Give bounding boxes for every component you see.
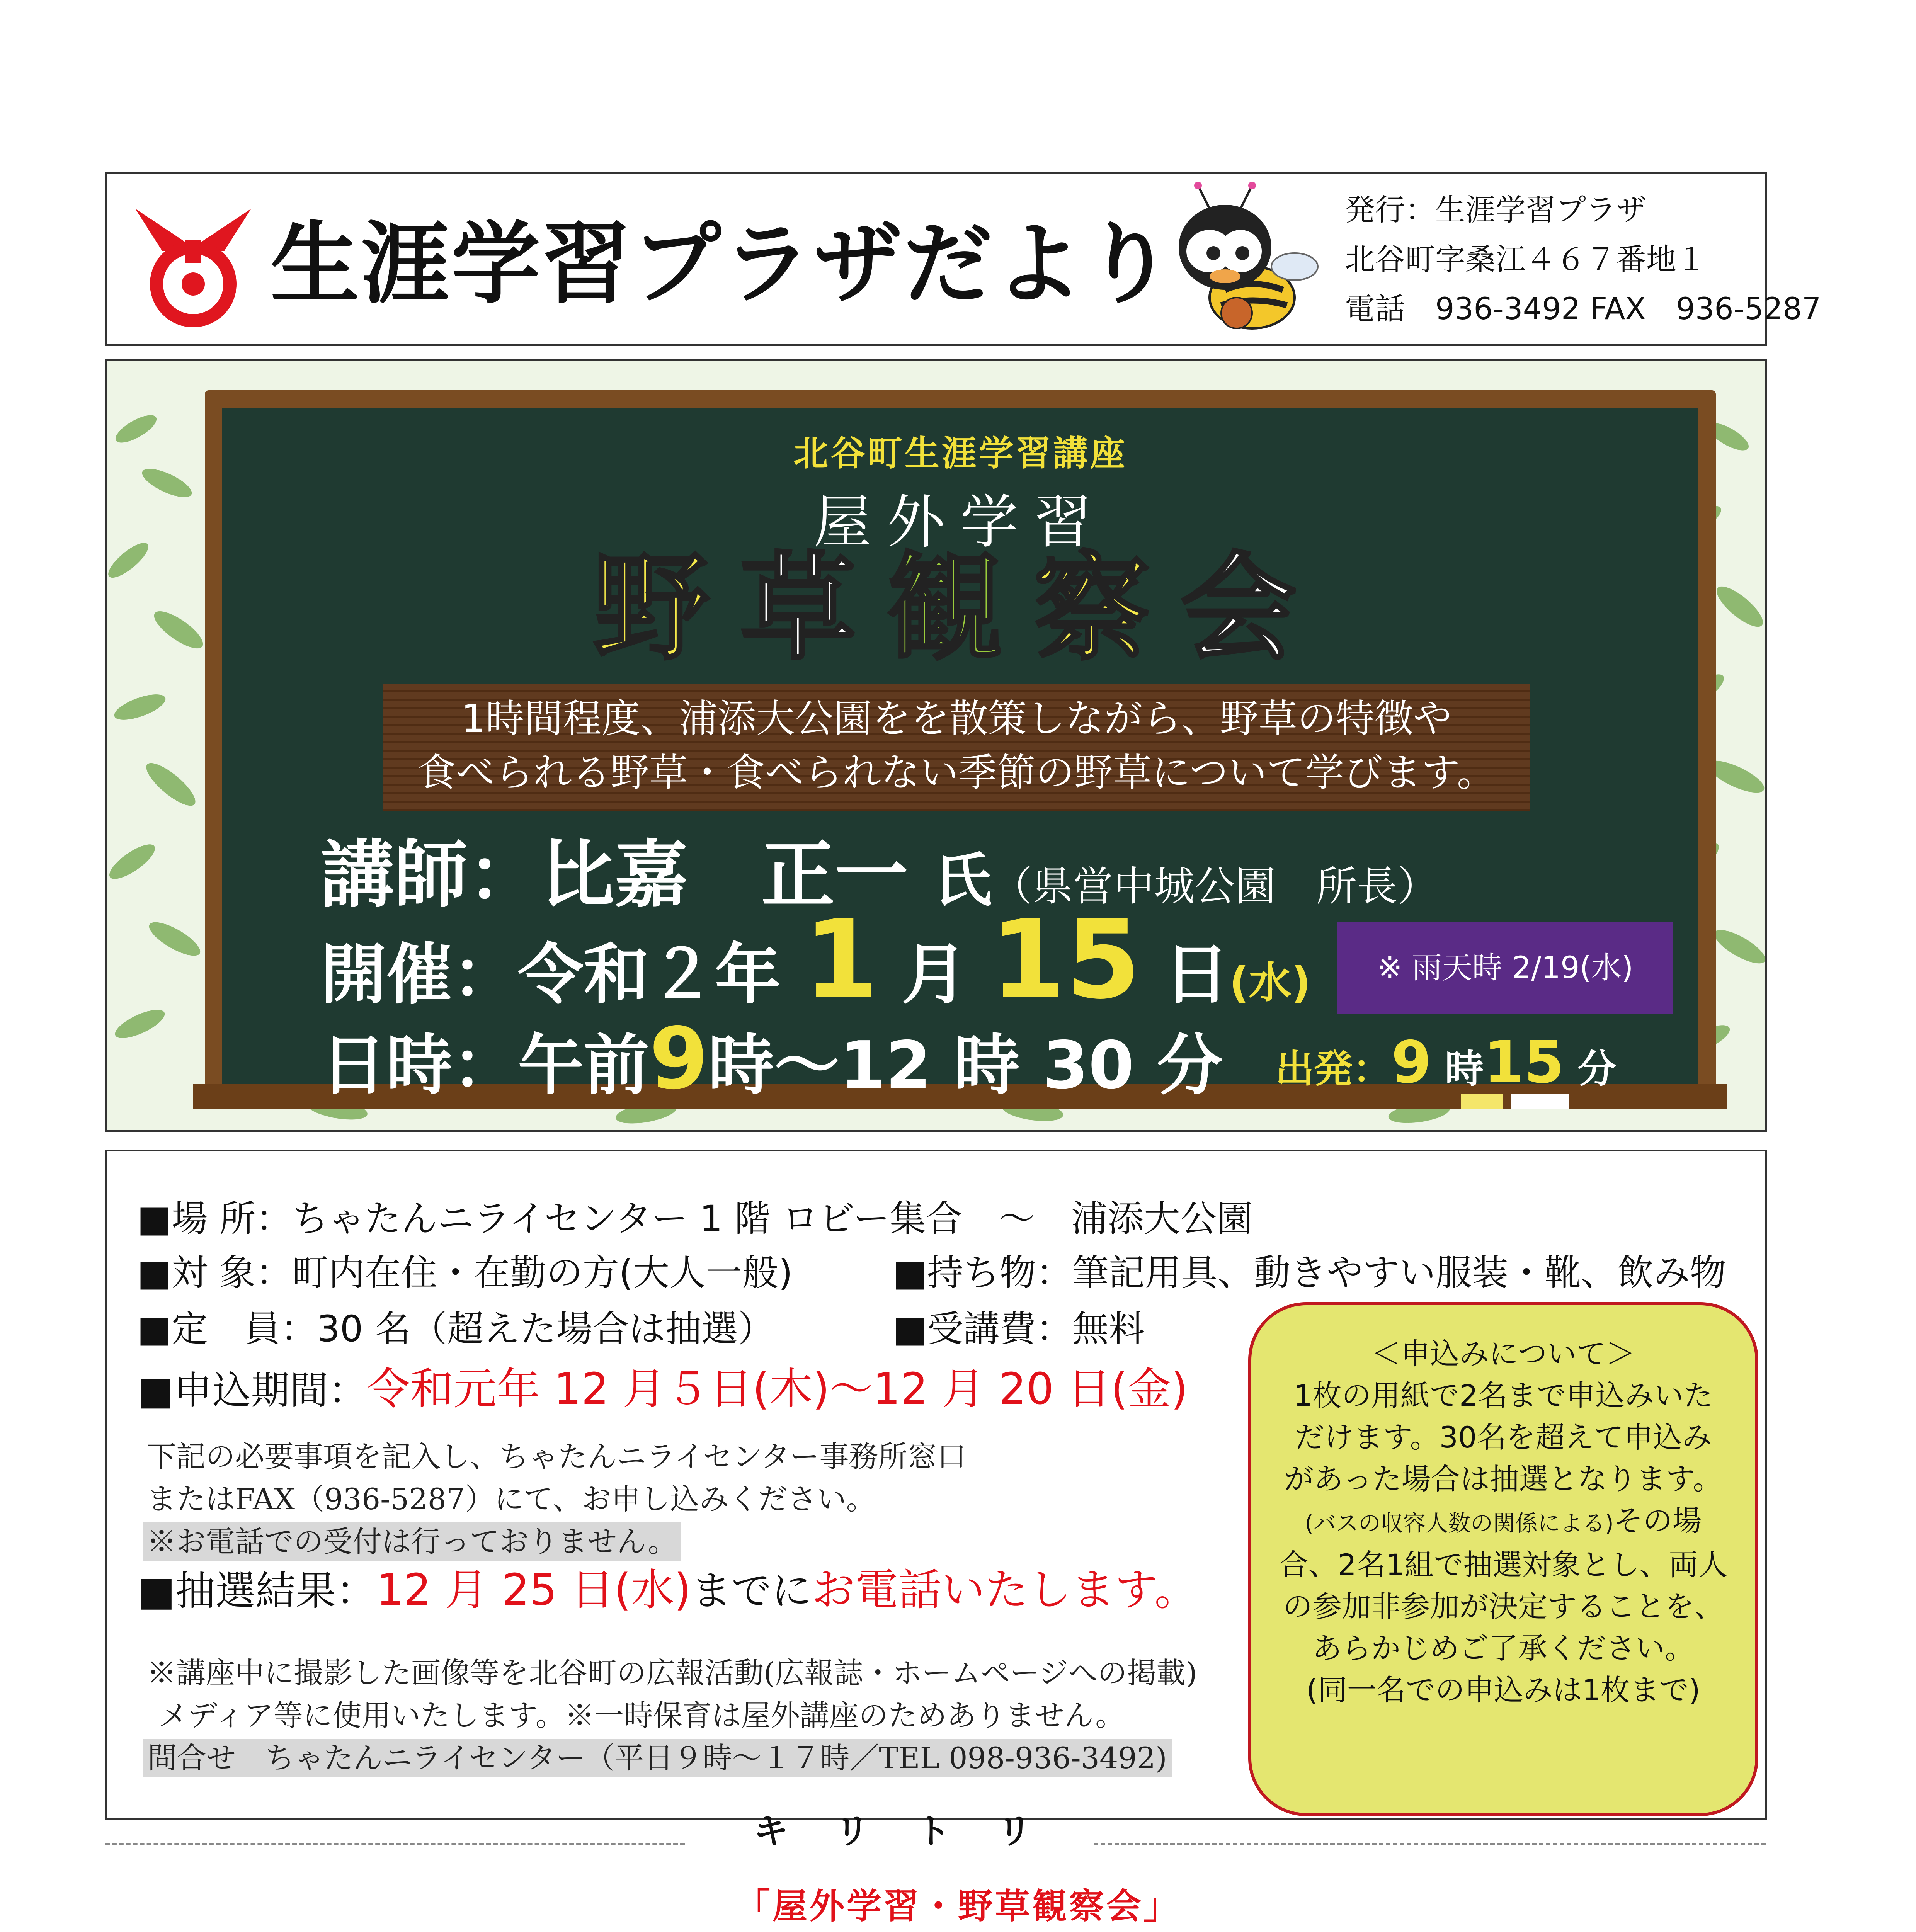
event-title-char: 会 [1181,541,1327,676]
notes-line: の参加非参加が決定することを、 [1283,1589,1724,1624]
date-day-unit: 日 [1164,937,1230,1013]
lecturer-title: （県営中城公園 所長） [992,863,1438,910]
lecturer-label: 講師： [321,832,541,918]
event-title-char: 観 [887,541,1034,676]
bee-mascot-illustration [1167,182,1326,336]
departure-min-unit: 分 [1577,1046,1617,1092]
course-series: 北谷町生涯学習講座 [793,433,1127,474]
fee-info: ■受講費：無料 [893,1308,1145,1350]
target-info: ■対 象：町内在住・在勤の方(大人一般) [137,1252,793,1294]
event-title [222,541,1698,676]
time-prefix: 午前 [518,1027,650,1104]
notes-line: 合、2名1組で抽選対象とし、両人 [1279,1548,1728,1582]
instruction-line: またはFAX（936-5287）にて、お申し込みください。 [147,1482,876,1516]
publisher-phone: 電話 936-3492 FAX 936-5287 [1345,292,1821,327]
capacity-info: ■定 員：30 名（超えた場合は抽選） [137,1308,774,1350]
departure-hour: 9 [1391,1029,1432,1096]
date-row [321,897,1311,1027]
date-month-unit: 月 [902,937,968,1013]
date-day: 15 [990,897,1141,1023]
event-title-char: 野 [593,541,740,676]
date-era: 令和２年 [518,937,781,1013]
lottery-end: お電話いたします。 [812,1565,1198,1615]
period-label: ■申込期間： [137,1368,367,1413]
notes-line: (同一名での申込みは1枚まで) [1306,1673,1700,1707]
lecturer-name: 比嘉 正一 [541,832,909,918]
publisher-name: 発行：生涯学習プラザ [1345,193,1647,228]
departure-label: 出発： [1275,1046,1391,1092]
cut-here-label: キリトリ [754,1811,1078,1852]
contact-info: 問合せ ちゃたんニライセンター（平日９時～１７時／TEL 098-936-3492) [143,1739,1172,1777]
time-start: 9 [649,1009,709,1108]
departure-min: 15 [1484,1029,1564,1096]
rain-date-badge: ※ 雨天時 2/19(水) [1337,922,1673,1014]
notes-line [1260,1500,1747,1544]
cut-line [1094,1843,1766,1845]
publisher-address: 北谷町字桑江４６７番地１ [1345,242,1707,277]
time-label: 日時： [321,1027,518,1104]
notes-rest: その場 [1613,1503,1702,1538]
instruction-line: 下記の必要事項を記入し、ちゃたんニライセンター事務所窓口 [147,1439,967,1474]
period-value: 令和元年 12 月５日(木)～12 月 20 日(金) [367,1364,1188,1414]
notes-line: があった場合は抽選となります。 [1284,1462,1722,1496]
event-subtitle: 屋外学習 [813,489,1107,556]
lottery-result-info [137,1561,1198,1620]
photo-usage-note: ※講座中に撮影した画像等を北谷町の広報活動(広報誌・ホームページへの掲載) [147,1656,1197,1690]
cut-line [105,1843,685,1845]
lottery-date: 12 月 25 日(水) [376,1565,691,1615]
belongings-info: ■持ち物：筆記用具、動きやすい服装・靴、飲み物 [893,1252,1726,1294]
form-title: 「屋外学習・野草観察会」 [735,1886,1181,1927]
application-notes [1260,1333,1747,1711]
event-title-char: 草 [740,541,887,676]
date-label: 開催： [321,937,518,1013]
venue-info: ■場 所：ちゃたんニライセンター 1 階 ロビー集合 ～ 浦添大公園 [137,1198,1253,1240]
description-line: 1時間程度、浦添大公園をを散策しながら、野草の特徴や [461,696,1452,741]
newsletter-title: 生涯学習プラザだより [271,213,1175,316]
departure-hour-unit: 時 [1445,1046,1484,1092]
lecturer-honorific: 氏 [934,847,992,914]
lottery-label: ■抽選結果： [137,1567,376,1614]
notes-small: (バスの収容人数の関係による) [1305,1510,1614,1536]
application-period [137,1364,1188,1416]
event-description [383,692,1530,800]
photo-usage-note: メディア等に使用いたします。※一時保育は屋外講座のためありません。 [158,1698,1125,1733]
departure-time [1275,1028,1617,1104]
notes-line: あらかじめご了承ください。 [1312,1631,1694,1665]
notes-line: 1枚の用紙で2名まで申込みいた [1293,1378,1713,1413]
time-rest: 時～12 時 30 分 [708,1027,1223,1104]
town-emblem-logo [128,201,259,328]
no-phone-notice: ※お電話での受付は行っておりません。 [143,1522,681,1561]
date-month: 1 [803,897,879,1023]
date-weekday: (水) [1229,958,1311,1007]
notes-line: だけます。30名を超えて申込み [1295,1420,1712,1454]
description-line: 食べられる野草・食べられない季節の野草について学びます。 [417,750,1496,795]
notes-heading: ＜申込みについて＞ [1371,1337,1635,1371]
lottery-mid: までに [691,1567,812,1614]
event-title-char: 察 [1034,541,1181,676]
publisher-info [1345,185,1821,334]
time-row [321,1009,1223,1108]
